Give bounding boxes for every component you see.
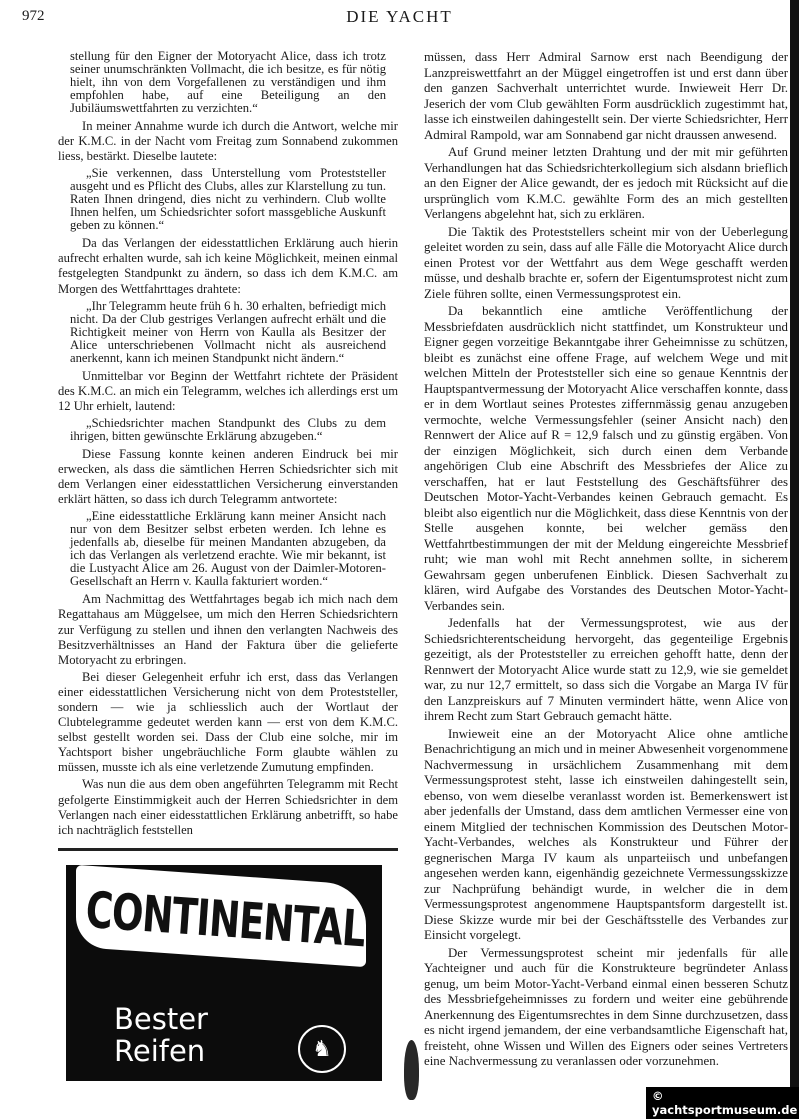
- left-column: [58, 50, 398, 840]
- paragraph: Bei dieser Gelegenheit erfuhr ich erst, dass das Verlangen einer eidesstattlichen Versicherung nicht von dem Proteststeller, sondern — wie ja schliesslich auch der Wortlaut der Clubtelegramme gedeutet werden kann — erst von dem K.M.C. selbst gestellt worden sei. Dass der Club eine solche, mir im Yachtsport bisher ungebräuchliche Form glaubte wählen zu müssen, musste ich als eine verletzende Zumutung empfinden.: [58, 669, 398, 775]
- telegram-quote: „Schiedsrichter machen Standpunkt des Clubs zu dem ihrigen, bitten gewünschte Erklärung abzugeben.“: [70, 415, 386, 443]
- telegram-quote: „Sie verkennen, dass Unterstellung vom Proteststeller ausgeht und es Pflicht des Clubs, alles zur Klarstellung zu tun. Raten Ihnen dringend, dies nicht zu verhindern. Club wollte Ihnen helfen, um Schiedsrichter sofort massgebliche Auskunft geben zu können.“: [70, 166, 386, 233]
- watermark: © yachtsportmuseum.de: [646, 1087, 799, 1119]
- page-number: 972: [22, 8, 45, 24]
- ad-slogan: [114, 1003, 208, 1067]
- paragraph: Diese Fassung konnte keinen anderen Eindruck bei mir erwecken, als dass die sämtlichen Herren Schiedsrichter sich mit dem Verlangen einer eidesstattlichen Versicherung einverstanden erklärt hätten, so dass ich durch Telegramm antwortete:: [58, 446, 398, 507]
- paragraph: Inwieweit eine an der Motoryacht Alice ohne amtliche Benachrichtigung an mich und in meiner Abwesenheit vorgenommene Nachvermessung in ursächlichem Zusammenhang mit dem Vermessungsprotest steht, lasse ich einstweilen dahingestellt sein, ebenso, von wem dieselbe veranlasst worden ist. Bemerkenswert ist aber jedenfalls der Umstand, dass dem amtlichen Vermesser eine von einem Mitglied der technischen Kommission des Deutschen Motor-Yacht-Verbandes, welches als Konstrukteur und Führer der gegnerischen Marga IV kaum als unparteiisch und unbefangen angesehen werden kann, eigenhändig gezeichnete Vermessungsskizze zur Nachprüfung behändigt wurde, in welcher die in dem Vermessungsprotest angenommene Hauptspantsform dargestellt ist. Diese Skizze wurde mir bei der Geschäftsstelle des Verbandes zur Einsicht vorgelegt.: [424, 726, 788, 942]
- right-column: [424, 50, 788, 1072]
- ad-slogan-line: Reifen: [114, 1033, 206, 1068]
- paragraph: Unmittelbar vor Beginn der Wettfahrt richtete der Präsident des K.M.C. an mich ein Telegramm, welches ich allerdings erst um 12 Uhr erhielt, lautend:: [58, 368, 398, 413]
- paragraph: Da bekanntlich eine amtliche Veröffentlichung der Messbriefdaten ausdrücklich nicht stattfindet, um Konstrukteur und Eigner gegen vorzeitige Bekanntgabe ihrer Geheimnisse zu schützen, bleibt es zunächst eine offene Frage, auf welchem Wege und mit welchen Mitteln der Proteststeller sich eine so genaue Kenntnis der Hauptspantvermessung der Motoryacht Alice verschaffen konnte, dass er in dem Wortlaut seines Protestes ziffernmässig genau anzugeben vermochte, welche Vermessungsfehler (seiner Ansicht nach) den Rennwert der Alice auf R = 12,9 falsch und zu günstig ergäben. Von der einzigen Möglichkeit, sich durch einen dem Verbande angehörigen Club eine Abschrift des Messbriefes der Alice zu verschaffen, hat er laut Feststellung des Geschäftsführer des Deutschen Motor-Yacht-Verbandes keinen Gebrauch gemacht. Es bleibt also eigentlich nur die Möglichkeit, dass diese Kenntnis von der Stelle ausgehen konnte, bei welcher gemäss den Wettfahrtbestimmungen der mit der Meldung eingereichte Messbrief ruht; wie man wohl mit Recht annehmen sollte, in sicherem Gewahrsam gegen unberufenen Einblick. Diesen Sachverhalt zu klären, wird Aufgabe des Vorstandes des Deutschen Motor-Yacht-Verbandes sein.: [424, 304, 788, 613]
- paragraph: Die Taktik des Proteststellers scheint mir von der Ueberlegung geleitet worden zu sein, dass auf alle Fälle die Motoryacht Alice durch einen Protest vor der Wettfahrt aus dem Wege geschafft werden müsse, und deshalb brachte er, sofern der Eigentumsprotest nicht zum Ziele führen sollte, einen Vermessungsprotest ein.: [424, 224, 788, 301]
- ad-slogan-line: Bester: [114, 1001, 208, 1036]
- horse-emblem-icon: ♞: [298, 1025, 346, 1073]
- ink-blot: [404, 1040, 419, 1100]
- paragraph: Der Vermessungsprotest scheint mir jedenfalls für alle Yachteigner und auch für die Konstrukteure begründeter Anlass genug, um beim Motor-Yacht-Verband einmal einen besseren Schutz des Messbriefgeheimnisses zu fordern und weiter eine gebührende Anerkennung des Eigentumsrechtes in dem Sinne durchzusetzen, dass es nicht irgend jemandem, der eine verbandsamtliche Eigenschaft hat, freisteht, ohne Wissen und Willen des Eigners oder seines Vertreters eine Nachvermessung zu veranlassen oder vorzunehmen.: [424, 945, 788, 1068]
- telegram-quote: „Ihr Telegramm heute früh 6 h. 30 erhalten, befriedigt mich nicht. Da der Club gestriges Verlangen aufrecht erhält und die Richtigkeit meiner von Herrn von Kaulla als Besitzer der Alice unterschriebenen Vollmacht nicht als ausreichend anerkennt, kann ich meinen Standpunkt nicht ändern.“: [70, 298, 386, 365]
- left-column-wrapper: [58, 50, 398, 1081]
- paragraph: Am Nachmittag des Wettfahrtages begab ich mich nach dem Regattahaus am Müggelsee, um mich den Herren Schiedsrichtern zur Verfügung zu stellen und ihnen den verlangten Nachweis des Besitzverhältnisses an Hand der Faktura über die gelieferte Motoryacht zu erbringen.: [58, 592, 398, 667]
- scan-edge: [790, 0, 799, 1113]
- paragraph: müssen, dass Herr Admiral Sarnow erst nach Beendigung der Lanzpreiswettfahrt an der Müggel eingetroffen ist und erst dann über den ganzen Sachverhalt unterrichtet wurde. Inwieweit Herr Dr. Jeserich der vom Club gewählten Form ausdrücklich zugestimmt hat, lasse ich einstweilen dahingestellt sein. Der vierte Schiedsrichter, Herr Admiral Rampold, war am Sonnabend gar nicht draussen anwesend.: [424, 50, 788, 142]
- ad-brand: CONTINENTAL: [83, 880, 367, 959]
- paragraph: In meiner Annahme wurde ich durch die Antwort, welche mir der K.M.C. in der Nacht vom Freitag zum Sonnabend zukommen liess, bestärkt. Dieselbe lautete:: [58, 119, 398, 164]
- journal-title: DIE YACHT: [346, 7, 453, 26]
- continental-advertisement: [66, 865, 382, 1081]
- telegram-quote: „Eine eidesstattliche Erklärung kann meiner Ansicht nach nur von dem Besitzer selbst erbeten werden. Ich lehne es jedenfalls ab, dieselbe für meinen Mandanten abzugeben, da ich das Verlangen als verletzend erachte. Wie mir bekannt, ist die Lustyacht Alice am 26. August von der Daimler-Motoren-Gesellschaft an Herrn v. Kaulla fakturiert worden.“: [70, 509, 386, 589]
- paragraph: Da das Verlangen der eidesstattlichen Erklärung auch hierin aufrecht erhalten wurde, sah ich keine Möglichkeit, meinen einmal festgelegten Standpunkt zu ändern, so dass ich dem K.M.C. am Morgen des Wettfahrttages drahtete:: [58, 236, 398, 296]
- paragraph: Jedenfalls hat der Vermessungsprotest, wie aus der Schiedsrichterentscheidung hervorgeht, das gegenteilige Ergebnis gezeitigt, als der Proteststeller zu erreichen gehofft hatte, denn der Rennwert der Motoryacht Alice wurde statt zu 12,9, wie sie gemeldet war, zu nur 12,7 ermittelt, so dass sich die Vorgabe an Marga IV für den Lanzpreiskurs auf 7 Minuten vermindert hätte, wenn Alice von ihrem Recht zum Start Gebrauch gemacht hätte.: [424, 616, 788, 723]
- paragraph: Was nun die aus dem oben angeführten Telegramm mit Recht gefolgerte Einstimmigkeit auch der Herren Schiedsrichter in dem Verlangen nach einer eidesstattlichen Erklärung anbetrifft, so habe ich nachträglich feststellen: [58, 777, 398, 837]
- divider-rule: [58, 848, 398, 851]
- paragraph: Auf Grund meiner letzten Drahtung und der mit mir geführten Verhandlungen hat das Schiedsrichterkollegium sich alsdann brieflich an den Eigner der Alice gewandt, der es jedoch mit Rücksicht auf die ursprünglich vom K.M.C. gewählte Form des an mich gestellten Verlangens abgelehnt hat, sich zu erklären.: [424, 145, 788, 221]
- quote-continuation: stellung für den Eigner der Motoryacht Alice, dass ich trotz seiner unumschränkten Vollmacht, die ich besitze, es für nötig hielt, ihn von dem Vorgefallenen zu verständigen und ihm empfohlen habe, auf eine Beteiligung an den Jubiläumswettfahrten zu verzichten.“: [70, 49, 386, 115]
